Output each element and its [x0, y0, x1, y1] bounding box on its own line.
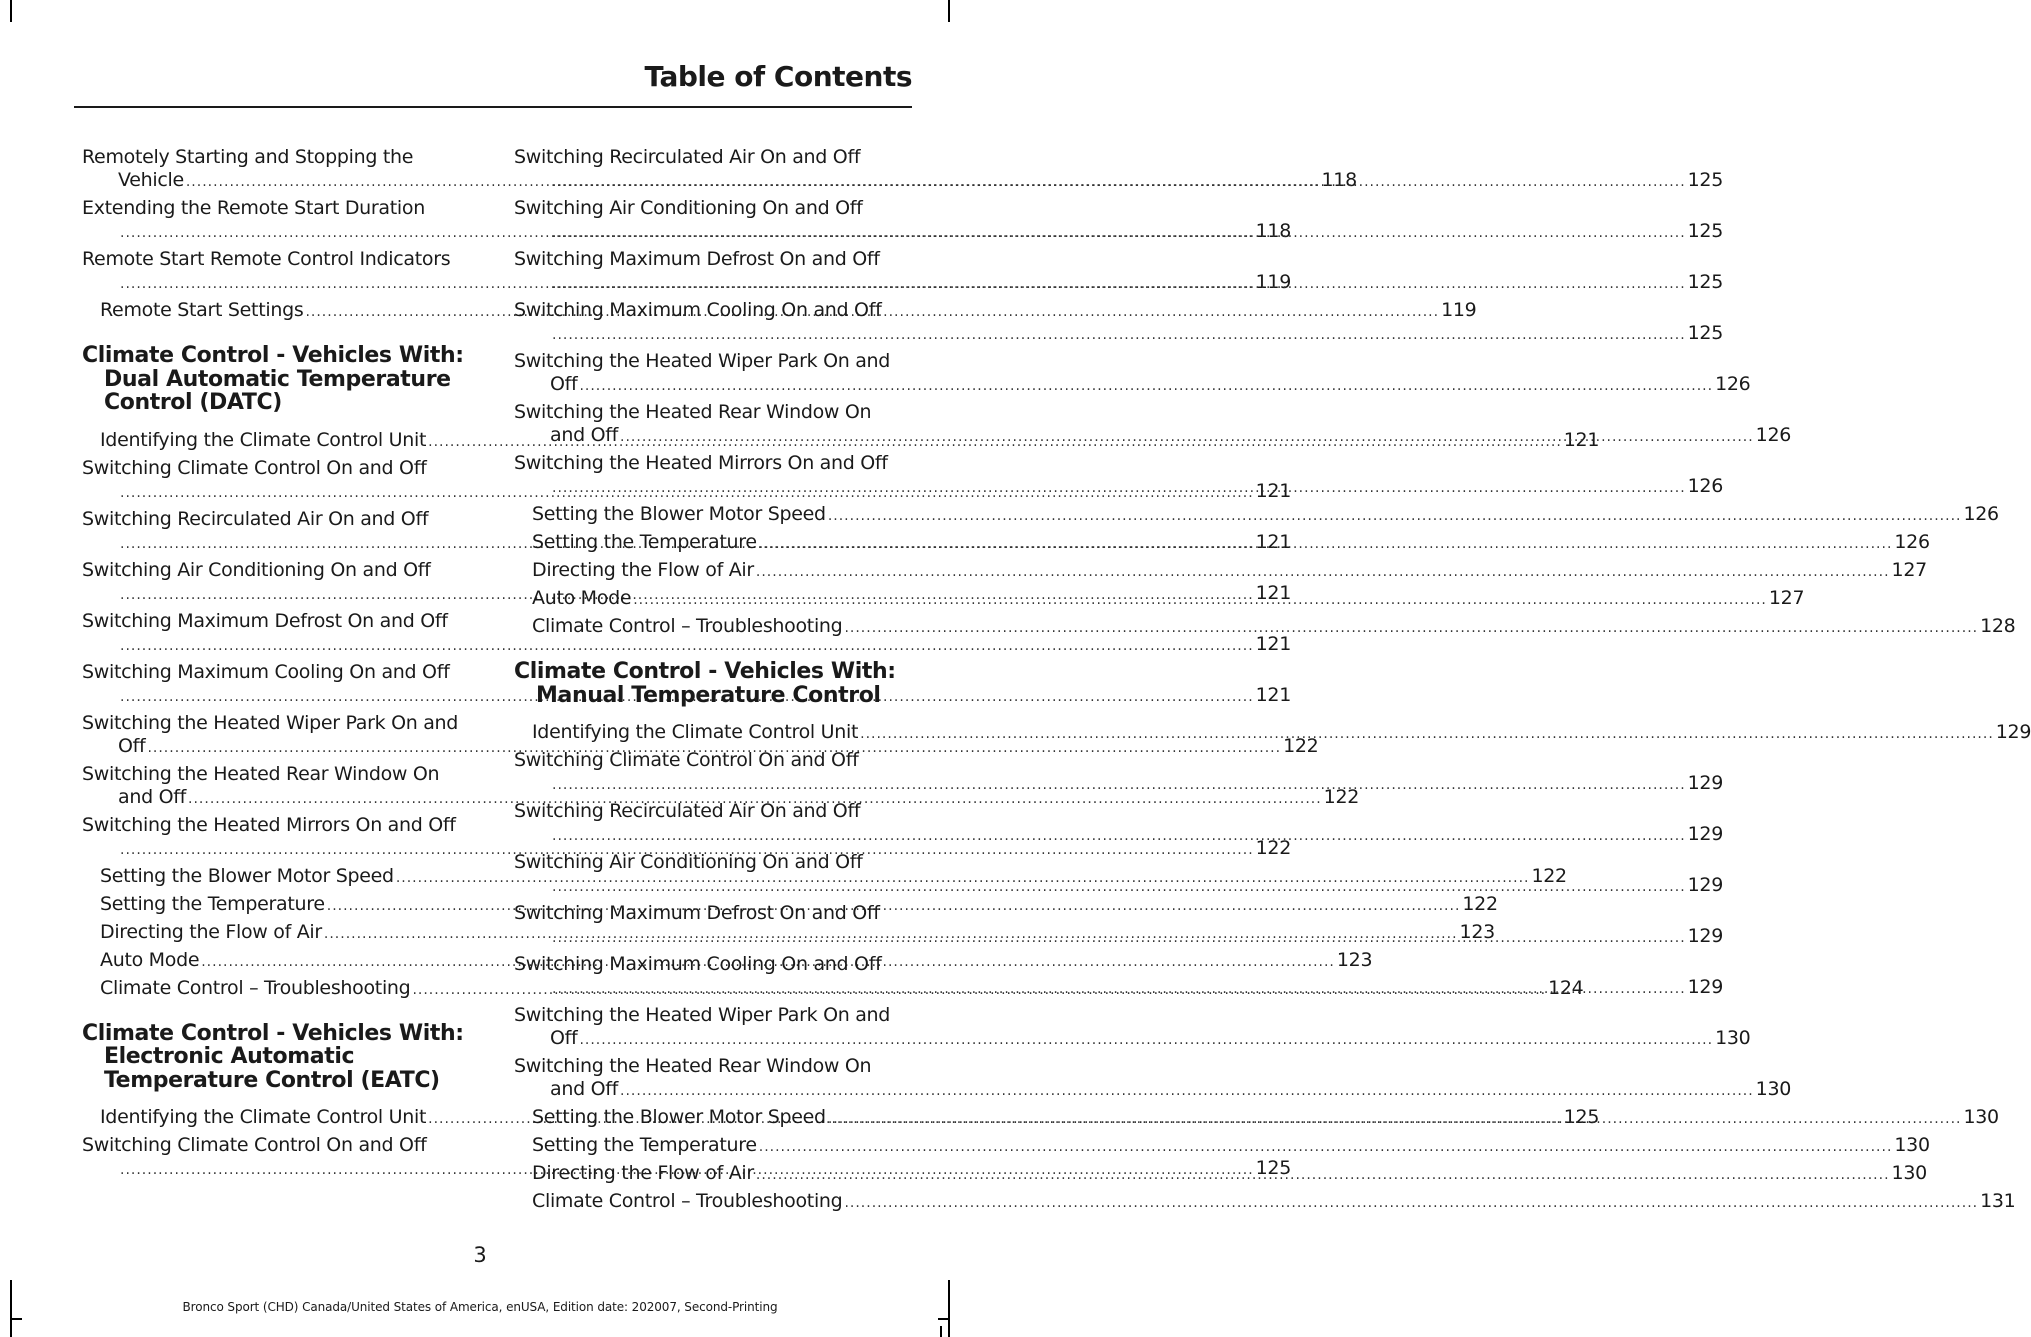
toc-entry-title: Switching the Heated Wiper Park On and	[514, 350, 891, 372]
toc-entry-title: and Off	[550, 1078, 619, 1100]
dot-leader	[620, 426, 1754, 449]
footer-edition: Bronco Sport (CHD) Canada/United States of America, enUSA, Edition date: 202007, Second-Printing	[182, 1300, 778, 1314]
toc-entry-title: Extending the Remote Start Duration	[82, 197, 425, 219]
toc-page-number: 130	[1891, 1162, 1927, 1184]
toc-page-number: 129	[1687, 772, 1724, 794]
toc-page-number: 129	[1687, 925, 1724, 947]
toc-section-heading: Climate Control - Vehicles With: Dual Automatic Temperature Control (DATC)	[82, 343, 464, 415]
toc-page-number: 121	[1563, 428, 1600, 451]
dot-leader	[860, 723, 1994, 746]
toc-entry-title: Switching the Heated Mirrors On and Off	[82, 813, 456, 836]
dot-leader	[552, 927, 1686, 950]
page-number: 3	[473, 1243, 487, 1267]
toc-page-number: 122	[1323, 785, 1360, 808]
toc-entry[interactable]	[514, 1004, 1751, 1052]
toc-page-number: 126	[1963, 503, 1999, 525]
dot-leader	[828, 505, 1962, 528]
toc-page-number: 118	[1255, 220, 1292, 242]
dot-leader	[552, 876, 1686, 899]
dot-leader	[552, 273, 1686, 296]
dot-leader	[759, 1136, 1893, 1159]
toc-entry-title: Climate Control – Troubleshooting	[532, 1190, 843, 1212]
crop-mark-top-right	[948, 0, 950, 22]
toc-page-number: 127	[1768, 587, 1805, 609]
toc-page-number: 126	[1755, 424, 1792, 446]
toc-entry[interactable]	[82, 976, 1584, 1002]
toc-entry-title: Switching the Heated Rear Window On	[514, 401, 872, 423]
toc-page-number: 125	[1687, 169, 1724, 191]
toc-page-number: 125	[1687, 220, 1724, 242]
toc-entry-title: Vehicle	[118, 169, 184, 191]
toc-entry-title: Switching Air Conditioning On and Off	[514, 197, 863, 219]
toc-page-number: 121	[1255, 683, 1292, 706]
toc-entry-title: Switching the Heated Mirrors On and Off	[514, 452, 888, 474]
crop-mark-bottom-right-tick	[940, 1326, 942, 1337]
toc-entry-title: Off	[550, 1027, 578, 1049]
toc-page-number: 122	[1283, 734, 1319, 757]
toc-entry-title: Remote Start Settings	[100, 299, 304, 321]
toc-page-number: 130	[1894, 1134, 1930, 1156]
dot-leader	[756, 561, 1890, 584]
dot-leader	[828, 1108, 1962, 1131]
toc-entry-title: Off	[118, 734, 146, 757]
toc-entry-title: Switching the Heated Rear Window On	[514, 1055, 872, 1077]
crop-mark-top-left	[10, 0, 12, 22]
dot-leader	[844, 1192, 1978, 1215]
dot-leader	[552, 978, 1686, 1001]
crop-mark-bottom-right-h	[938, 1318, 950, 1320]
toc-entry-title: and Off	[118, 785, 187, 808]
toc-entry-title: Identifying the Climate Control Unit	[100, 1106, 427, 1128]
toc-entry[interactable]	[514, 1134, 1930, 1159]
toc-entry[interactable]	[514, 350, 1751, 398]
toc-entry-title: Setting the Blower Motor Speed	[532, 503, 826, 525]
toc-page-number: 129	[1687, 874, 1724, 896]
page-header	[74, 60, 912, 93]
toc-page-number: 121	[1255, 632, 1292, 655]
toc-page-number: 129	[1687, 976, 1724, 998]
toc-entry-title: Switching Maximum Cooling On and Off	[514, 299, 882, 321]
toc-entry-title: Switching Climate Control On and Off	[82, 1134, 427, 1156]
toc-entry-title: Setting the Temperature	[532, 531, 757, 553]
toc-entry-title: Switching Maximum Defrost On and Off	[82, 609, 448, 632]
toc-page-number: 130	[1755, 1078, 1792, 1100]
toc-entry-title: Switching Climate Control On and Off	[82, 456, 427, 479]
toc-page-number: 122	[1255, 836, 1292, 859]
dot-leader	[552, 171, 1686, 194]
toc-page-number: 126	[1687, 475, 1724, 497]
toc-entry-title: Setting the Blower Motor Speed	[100, 864, 394, 887]
dot-leader	[844, 617, 1978, 640]
toc-entry-title: Auto Mode	[532, 587, 632, 609]
toc-entry-title: Switching the Heated Wiper Park On and	[82, 711, 459, 734]
toc-entry-title: Switching Maximum Defrost On and Off	[514, 248, 880, 270]
toc-section-heading: Climate Control - Vehicles With: Electronic Automatic Temperature Control (EATC)	[82, 1020, 464, 1093]
toc-page-number: 125	[1687, 322, 1724, 344]
toc-page-number: 123	[1336, 948, 1373, 971]
dot-leader	[552, 774, 1686, 797]
toc-page-number: 126	[1894, 531, 1930, 553]
toc-section-heading: Climate Control - Vehicles With: Manual Temperature Control	[514, 659, 896, 708]
toc-page-number: 121	[1255, 479, 1292, 502]
toc-entry[interactable]	[514, 1190, 2016, 1215]
toc-page-number: 122	[1531, 864, 1567, 887]
toc-entry[interactable]	[82, 864, 1567, 890]
toc-page-number: 123	[1459, 920, 1495, 943]
toc-entry-title: and Off	[550, 424, 619, 446]
toc-entry-title: Setting the Temperature	[100, 892, 325, 915]
toc-entry[interactable]	[514, 503, 1999, 528]
toc-page-number: 128	[1980, 615, 2016, 637]
toc-entry-title: Setting the Temperature	[532, 1134, 757, 1156]
toc-entry[interactable]	[514, 559, 1927, 584]
dot-leader	[620, 1080, 1754, 1103]
toc-entry-title: Switching the Heated Rear Window On	[82, 762, 440, 785]
dot-leader	[552, 477, 1686, 500]
toc-entry-title: Switching the Heated Wiper Park On and	[514, 1004, 891, 1026]
toc-entry-title: Auto Mode	[100, 948, 200, 971]
toc-entry-title: Climate Control – Troubleshooting	[100, 976, 411, 999]
toc-entry-title: Switching Maximum Cooling On and Off	[514, 953, 882, 975]
toc-page-number: 127	[1891, 559, 1927, 581]
toc-entry-title: Climate Control – Troubleshooting	[532, 615, 843, 637]
toc-page-number: 125	[1563, 1106, 1600, 1128]
toc-page-number: 129	[1995, 721, 2031, 743]
toc-page-number: 130	[1963, 1106, 1999, 1128]
toc-page-number: 125	[1687, 271, 1724, 293]
toc-entry-title: Switching Air Conditioning On and Off	[514, 851, 863, 873]
toc-page-number: 118	[1321, 169, 1357, 191]
toc-entry-title: Switching Recirculated Air On and Off	[82, 507, 429, 530]
toc-page-number: 122	[1462, 892, 1498, 915]
dot-leader	[579, 375, 1713, 398]
toc-entry[interactable]	[82, 920, 1495, 946]
toc-entry-title: Switching Climate Control On and Off	[514, 749, 859, 771]
page-title: Table of Contents	[644, 60, 912, 93]
dot-leader	[552, 825, 1686, 848]
toc-entry-title: Switching Maximum Defrost On and Off	[514, 902, 880, 924]
toc-page-number: 126	[1715, 373, 1751, 395]
toc-entry-title: Directing the Flow of Air	[532, 559, 754, 581]
toc-page-number: 119	[1441, 299, 1477, 321]
toc-entry[interactable]	[514, 1055, 1792, 1103]
toc-page-number: 124	[1548, 976, 1584, 999]
toc-page-number: 130	[1715, 1027, 1751, 1049]
toc-entry-title: Switching Air Conditioning On and Off	[82, 558, 431, 581]
toc-page-number: 121	[1255, 530, 1292, 553]
toc-entry-title: Setting the Blower Motor Speed	[532, 1106, 826, 1128]
toc-entry-title: Switching Recirculated Air On and Off	[514, 146, 861, 168]
toc-page-number: 121	[1255, 581, 1292, 604]
toc-entry-title: Remote Start Remote Control Indicators	[82, 248, 451, 270]
toc-entry-title: Identifying the Climate Control Unit	[100, 428, 427, 451]
toc-entry-title: Switching Recirculated Air On and Off	[514, 800, 861, 822]
dot-leader	[552, 324, 1686, 347]
dot-leader	[633, 589, 1767, 612]
toc-entry-title: Off	[550, 373, 578, 395]
title-rule	[74, 106, 912, 108]
toc-page-number: 129	[1687, 823, 1724, 845]
toc-entry-title: Remotely Starting and Stopping the	[82, 146, 414, 168]
toc-entry[interactable]	[514, 615, 2016, 640]
dot-leader	[756, 1164, 1890, 1187]
toc-entry-title: Identifying the Climate Control Unit	[532, 721, 859, 743]
crop-mark-bottom-left-h	[10, 1318, 22, 1320]
toc-entry-title: Directing the Flow of Air	[100, 920, 322, 943]
dot-leader	[552, 222, 1686, 245]
toc-page-number: 119	[1255, 271, 1292, 293]
toc-entry-title: Directing the Flow of Air	[532, 1162, 754, 1184]
dot-leader	[759, 530, 1893, 556]
dot-leader	[579, 1029, 1713, 1052]
toc-page-number: 131	[1980, 1190, 2016, 1212]
toc-page-number: 125	[1255, 1157, 1292, 1179]
toc-entry-title: Switching Maximum Cooling On and Off	[82, 660, 450, 683]
